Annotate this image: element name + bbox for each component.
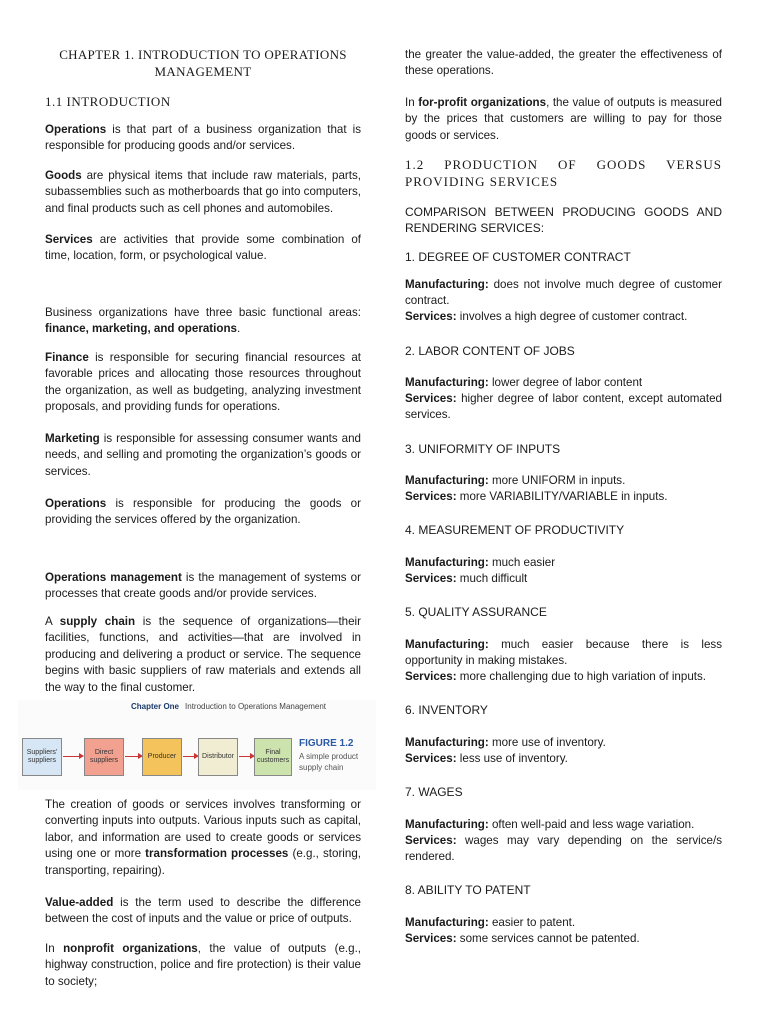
item-6-services — [405, 751, 722, 767]
paragraph-goods — [45, 168, 361, 217]
paragraph-functional-areas — [45, 305, 361, 338]
item-7-manufacturing — [405, 817, 722, 833]
item-4-services — [405, 571, 722, 587]
term-for-profit-organizations: for-profit organizations — [418, 96, 547, 109]
item-3-services-text: more VARIABILITY/VARIABLE in inputs. — [456, 490, 668, 503]
item-heading-6: 6. INVENTORY — [405, 703, 488, 717]
paragraph-transformation — [45, 797, 361, 879]
manufacturing-label: Manufacturing: — [405, 916, 489, 929]
supply-chain-figure — [18, 700, 376, 790]
term-nonprofit-organizations: nonprofit organizations — [63, 942, 198, 955]
item-6-manufacturing — [405, 735, 722, 751]
item-heading-3: 3. UNIFORMITY OF INPUTS — [405, 442, 561, 456]
item-heading-7: 7. WAGES — [405, 785, 463, 799]
item-heading-4: 4. MEASUREMENT OF PRODUCTIVITY — [405, 523, 625, 537]
text-functional-areas: Business organizations have three basic functional areas: — [45, 306, 361, 319]
item-4-services-text: much difficult — [456, 572, 528, 585]
text-transformation-pre: The creation of goods or services involves transforming or converting inputs into outputs. Various inputs such as capital, labor, and information are used to create goods or services using one or more — [45, 798, 361, 861]
paragraph-services — [45, 232, 361, 265]
paragraph-marketing — [45, 431, 361, 480]
item-7-manufacturing-text: often well-paid and less wage variation. — [488, 818, 695, 831]
arrow-3 — [183, 756, 196, 757]
text-supply-chain-pre: A — [45, 615, 60, 628]
item-1-services — [405, 309, 722, 325]
text-nonprofit: , the value of outputs (e.g., highway construction, police and fire protection) is their value to society; — [45, 942, 362, 988]
services-label: Services: — [405, 670, 457, 683]
item-2-services — [405, 391, 722, 424]
term-goods: Goods — [45, 169, 82, 182]
text-operations-function: is responsible for producing the goods or providing the services offered by the organization. — [45, 497, 361, 527]
text-for-profit-pre: In — [405, 96, 419, 109]
term-value-added: Value-added — [45, 896, 114, 909]
arrow-4 — [239, 756, 252, 757]
item-heading-5: 5. QUALITY ASSURANCE — [405, 605, 547, 619]
paragraph-finance — [45, 350, 361, 416]
item-heading-2: 2. LABOR CONTENT OF JOBS — [405, 344, 575, 358]
manufacturing-label: Manufacturing: — [405, 818, 489, 831]
text-transformation: (e.g., storing, transporting, repairing). — [45, 847, 361, 877]
item-7-services-text: wages may vary depending on the service/s rendered. — [405, 834, 722, 864]
item-3-manufacturing — [405, 473, 722, 489]
term-functional-areas: finance, marketing, and operations — [45, 322, 237, 336]
paragraph-nonprofit — [45, 941, 361, 990]
term-services: Services — [45, 233, 93, 246]
item-6-manufacturing-text: more use of inventory. — [488, 736, 606, 749]
text-finance: is responsible for securing financial resources at favorable prices and allocating those resources throughout the organization, as well as budgeting, analyzing investment proposals, and providing funds for operations. — [45, 351, 361, 414]
text-period: . — [236, 322, 241, 336]
text-goods: are physical items that include raw materials, parts, subassemblies such as motherboards that go into computers, and final products such as cell phones and automobiles. — [45, 169, 361, 215]
item-5-manufacturing — [405, 637, 722, 670]
paragraph-value-added — [45, 895, 361, 928]
term-operations: Operations — [45, 123, 107, 136]
box-suppliers-suppliers: Suppliers' suppliers — [22, 738, 62, 776]
paragraph-for-profit — [405, 95, 722, 144]
manufacturing-label: Manufacturing: — [405, 556, 489, 569]
section-heading-1-1: 1.1 INTRODUCTION — [45, 94, 171, 109]
text-supply-chain: is the sequence of organizations—their facilities, functions, and activities—that are involved in producing and delivering a product or service. The sequence begins with basic suppliers of raw materials and extends all the way to the final customer. — [45, 615, 361, 694]
term-finance: Finance — [45, 351, 89, 364]
box-final-customers: Final customers — [254, 738, 292, 776]
manufacturing-label: Manufacturing: — [405, 474, 489, 487]
item-5-services — [405, 669, 722, 685]
item-1-services-text: involves a high degree of customer contract. — [456, 310, 688, 323]
item-3-services — [405, 489, 722, 505]
paragraph-operations — [45, 122, 361, 155]
arrow-1 — [63, 756, 81, 757]
item-7-services — [405, 833, 722, 866]
item-8-manufacturing-text: easier to patent. — [488, 916, 576, 929]
text-value-added: is the term used to describe the difference between the cost of inputs and the value or price of outputs. — [45, 896, 361, 926]
term-operations-management: Operations management — [45, 571, 182, 584]
figure-header-chapter: Chapter One — [131, 702, 180, 711]
text-services: are activities that provide some combination of time, location, form, or psychological value. — [45, 233, 361, 263]
item-8-services — [405, 931, 722, 947]
arrow-2 — [125, 756, 140, 757]
manufacturing-label: Manufacturing: — [405, 736, 489, 749]
item-4-manufacturing — [405, 555, 722, 571]
text-nonprofit-pre: In — [45, 942, 64, 955]
comparison-intro: COMPARISON BETWEEN PRODUCING GOODS AND RENDERING SERVICES: — [405, 205, 722, 236]
item-2-services-text: higher degree of labor content, except automated services. — [405, 392, 722, 422]
services-label: Services: — [405, 490, 457, 503]
item-heading-8: 8. ABILITY TO PATENT — [405, 883, 531, 897]
paragraph-continuation: the greater the value-added, the greater the effectiveness of these operations. — [405, 48, 722, 78]
box-direct-suppliers: Direct suppliers — [84, 738, 124, 776]
text-operations-management: is the management of systems or processes that create goods and/or provide services. — [45, 571, 361, 601]
figure-header — [131, 702, 326, 711]
term-operations-function: Operations — [45, 497, 107, 510]
term-transformation-processes: transformation processes — [145, 847, 289, 861]
item-5-services-text: more challenging due to high variation of inputs. — [456, 670, 707, 683]
figure-caption: A simple product supply chain — [299, 752, 359, 772]
figure-number: FIGURE 1.2 — [299, 738, 354, 749]
item-2-manufacturing — [405, 375, 722, 391]
paragraph-operations-management — [45, 570, 361, 603]
chapter-title: CHAPTER 1. INTRODUCTION TO OPERATIONS MANAGEMENT — [59, 47, 347, 79]
term-supply-chain: supply chain — [59, 615, 136, 628]
manufacturing-label: Manufacturing: — [405, 376, 489, 389]
box-distributor: Distributor — [198, 738, 238, 776]
services-label: Services: — [405, 834, 457, 847]
paragraph-operations-function — [45, 496, 361, 529]
services-label: Services: — [405, 572, 457, 585]
item-1-manufacturing — [405, 277, 722, 310]
term-marketing: Marketing — [45, 432, 100, 445]
services-label: Services: — [405, 932, 457, 945]
services-label: Services: — [405, 392, 457, 405]
item-1-manufacturing-text: does not involve much degree of customer contract. — [405, 278, 722, 308]
item-4-manufacturing-text: much easier — [488, 556, 556, 569]
manufacturing-label: Manufacturing: — [405, 278, 489, 291]
text-operations: is that part of a business organization that is responsible for producing goods and/or services. — [45, 123, 361, 153]
text-marketing: is responsible for assessing consumer wants and needs, and selling and promoting the organization’s goods or services. — [45, 432, 361, 478]
item-2-manufacturing-text: lower degree of labor content — [488, 376, 643, 389]
item-8-manufacturing — [405, 915, 722, 931]
section-heading-1-2: 1.2 PRODUCTION OF GOODS VERSUS PROVIDING SERVICES — [405, 157, 722, 189]
item-5-manufacturing-text: much easier because there is less opportunity in making mistakes. — [405, 638, 722, 668]
paragraph-supply-chain — [45, 614, 361, 696]
box-producer: Producer — [142, 738, 182, 776]
item-6-services-text: less use of inventory. — [456, 752, 568, 765]
figure-header-title: Introduction to Operations Management — [185, 702, 326, 711]
text-for-profit: , the value of outputs is measured by the prices that customers are willing to pay for those goods or services. — [405, 96, 722, 142]
item-8-services-text: some services cannot be patented. — [456, 932, 640, 945]
services-label: Services: — [405, 310, 457, 323]
item-heading-1: 1. DEGREE OF CUSTOMER CONTRACT — [405, 250, 631, 264]
services-label: Services: — [405, 752, 457, 765]
manufacturing-label: Manufacturing: — [405, 638, 489, 651]
item-3-manufacturing-text: more UNIFORM in inputs. — [488, 474, 626, 487]
